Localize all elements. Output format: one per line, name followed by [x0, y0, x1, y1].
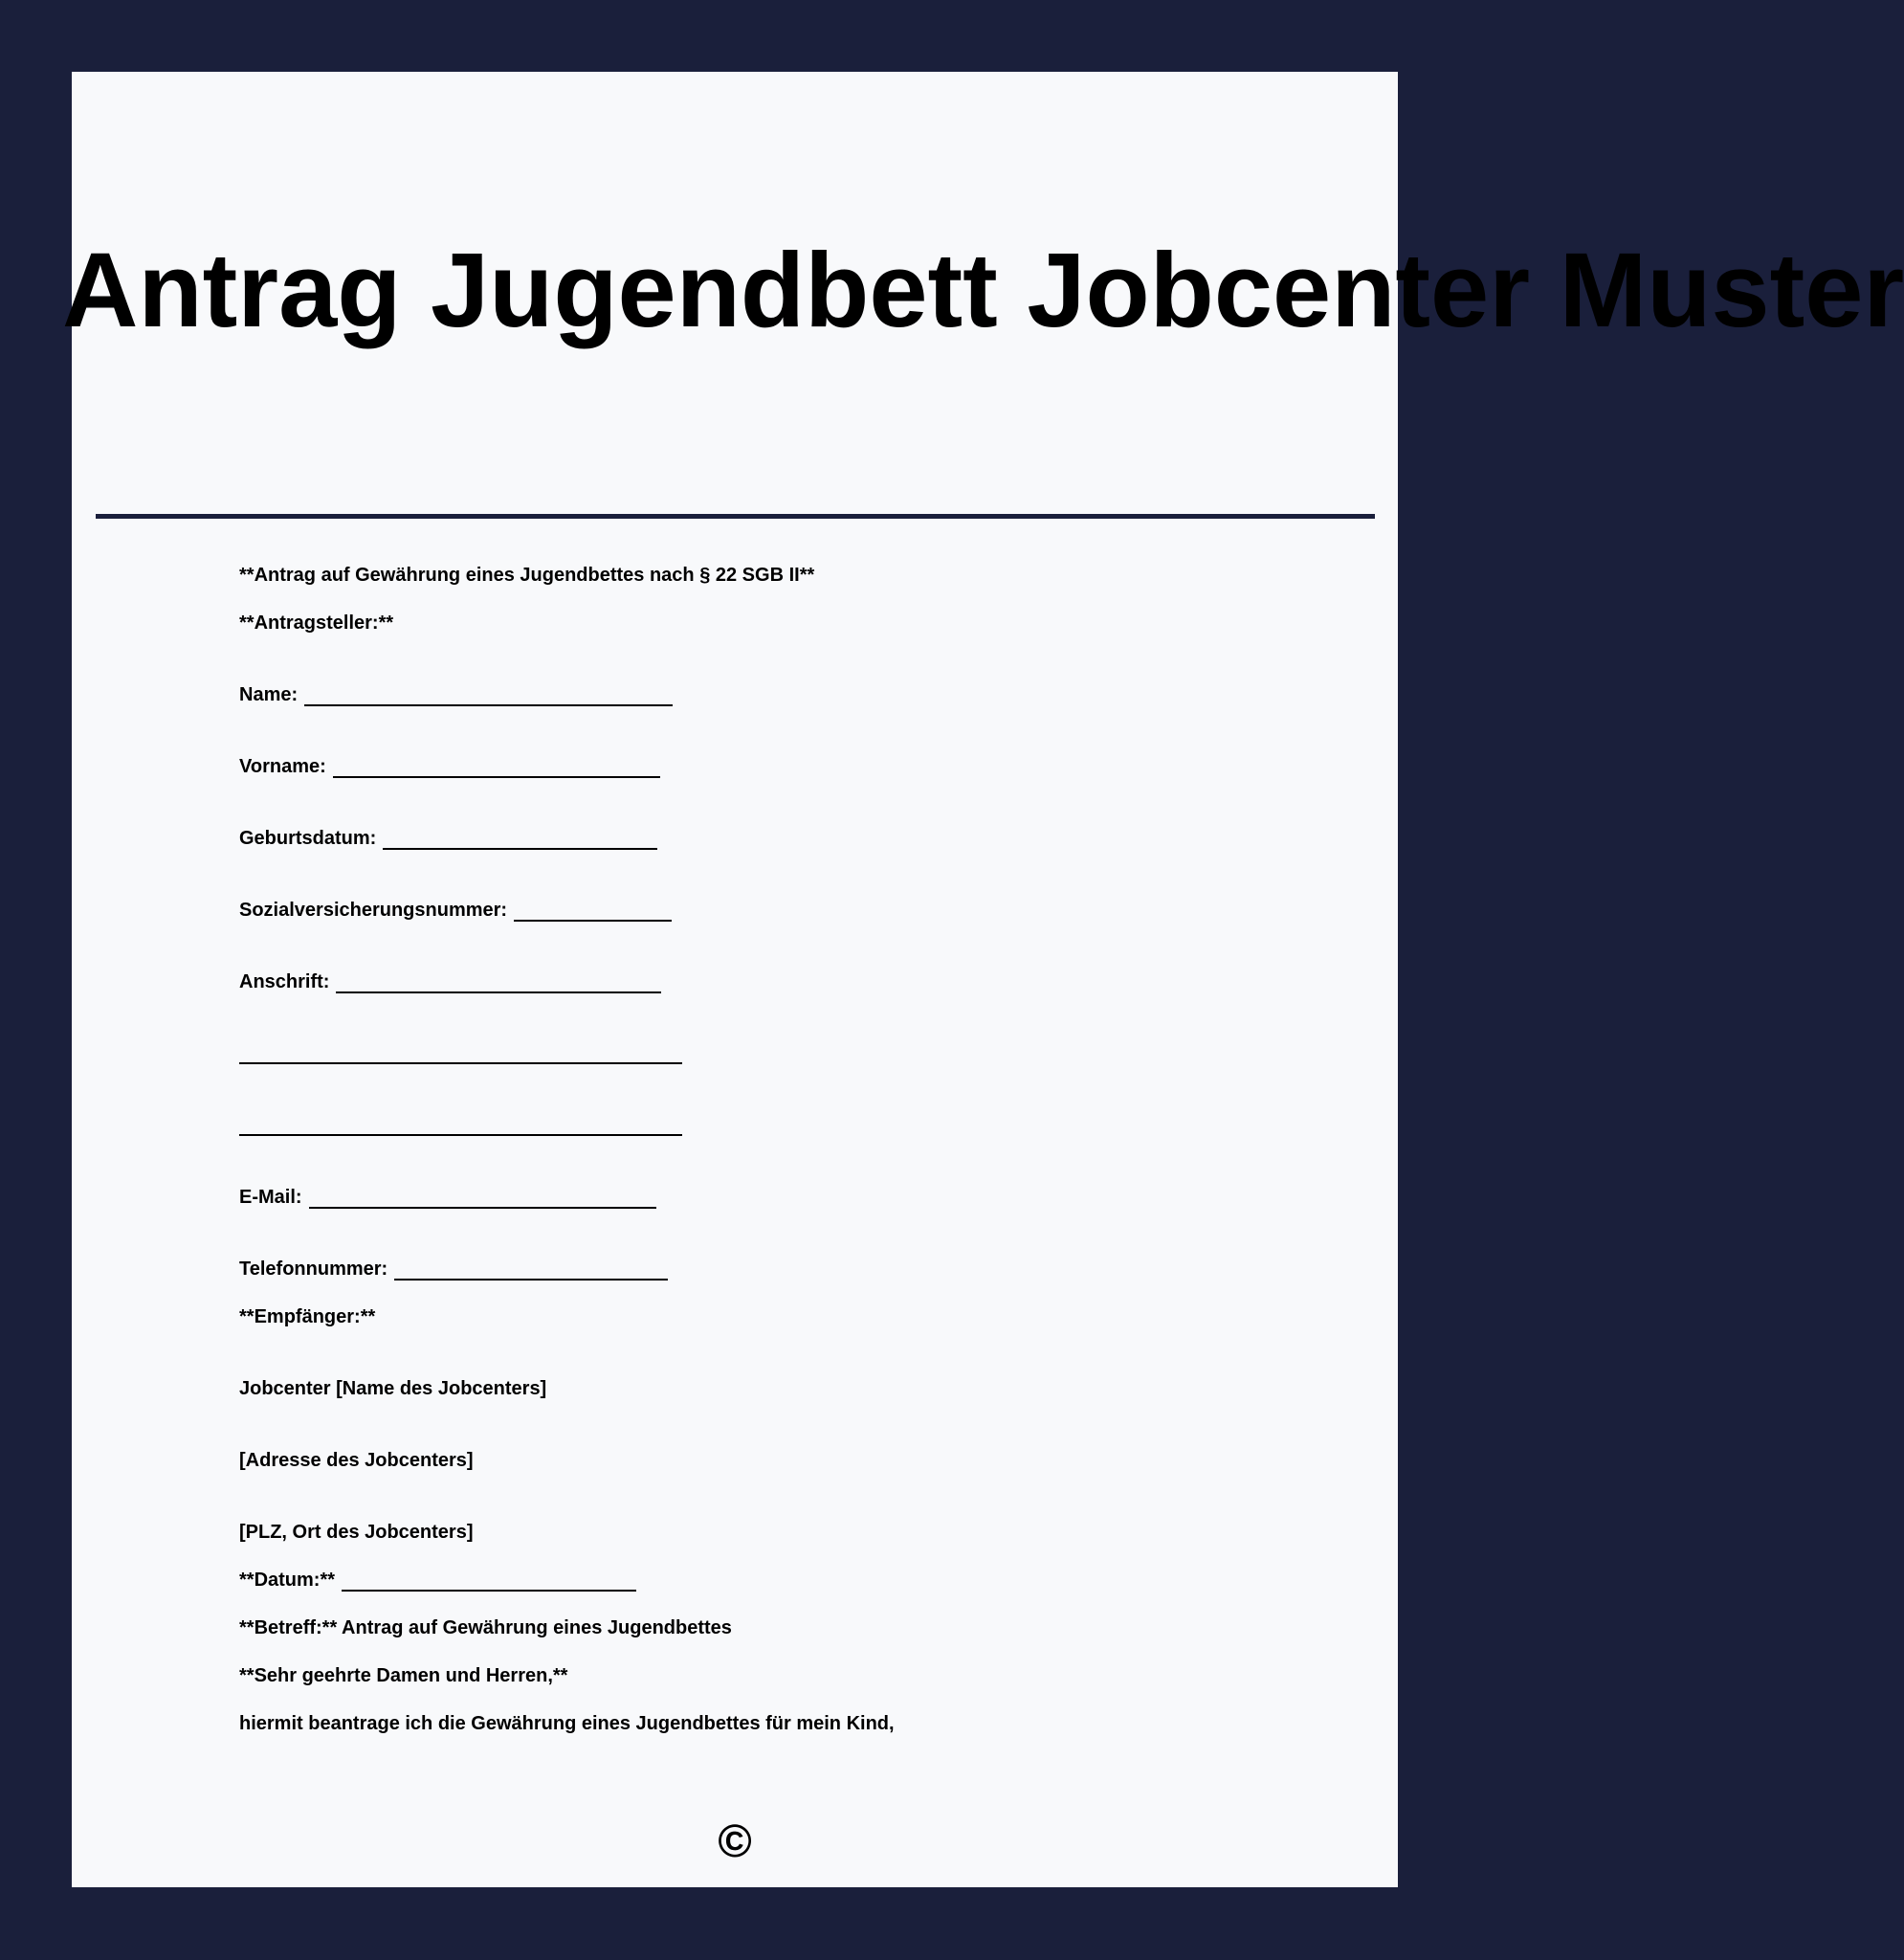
page-title: Antrag Jugendbett Jobcenter Muster — [62, 232, 1904, 349]
subject-line: **Betreff:** Antrag auf Gewährung eines Jugendbettes — [239, 1617, 732, 1638]
anschrift-line-3-field[interactable] — [239, 1115, 682, 1136]
recipient-address: [Adresse des Jobcenters] — [239, 1450, 474, 1471]
name-field[interactable] — [304, 685, 673, 706]
anschrift-row — [239, 971, 661, 993]
name-label: Name: — [239, 684, 299, 705]
copyright-symbol: © — [718, 1816, 752, 1867]
geburtsdatum-label: Geburtsdatum: — [239, 828, 377, 849]
vorname-field[interactable] — [333, 757, 660, 778]
date-field[interactable] — [342, 1570, 636, 1592]
document-page — [62, 72, 1904, 1887]
recipient-city: [PLZ, Ort des Jobcenters] — [239, 1522, 474, 1543]
body-text: hiermit beantrage ich die Gewährung eines Jugendbettes für mein Kind, — [239, 1713, 895, 1734]
vorname-row — [239, 756, 660, 778]
geburtsdatum-row — [239, 828, 657, 850]
salutation-line: **Sehr geehrte Damen und Herren,** — [239, 1665, 568, 1686]
email-row — [239, 1187, 656, 1209]
email-label: E-Mail: — [239, 1187, 302, 1208]
applicant-heading: **Antragsteller:** — [239, 612, 394, 634]
anschrift-line-3-row — [239, 1115, 682, 1136]
anschrift-field[interactable] — [336, 972, 661, 993]
svnr-row — [239, 900, 672, 922]
anschrift-line-2-field[interactable] — [239, 1043, 682, 1064]
name-row — [239, 684, 673, 706]
date-row — [239, 1570, 636, 1592]
email-field[interactable] — [309, 1188, 656, 1209]
svnr-label: Sozialversicherungsnummer: — [239, 900, 508, 921]
title-divider — [96, 514, 1375, 519]
telefon-row — [239, 1258, 668, 1281]
recipient-name: Jobcenter [Name des Jobcenters] — [239, 1378, 547, 1399]
telefon-label: Telefonnummer: — [239, 1258, 388, 1280]
telefon-field[interactable] — [394, 1259, 668, 1281]
anschrift-label: Anschrift: — [239, 971, 330, 992]
geburtsdatum-field[interactable] — [383, 829, 657, 850]
date-label: **Datum:** — [239, 1570, 336, 1591]
anschrift-line-2-row — [239, 1043, 682, 1064]
svnr-field[interactable] — [514, 901, 672, 922]
vorname-label: Vorname: — [239, 756, 326, 777]
form-heading: **Antrag auf Gewährung eines Jugendbettes nach § 22 SGB II** — [239, 565, 815, 586]
recipient-heading: **Empfänger:** — [239, 1306, 376, 1327]
